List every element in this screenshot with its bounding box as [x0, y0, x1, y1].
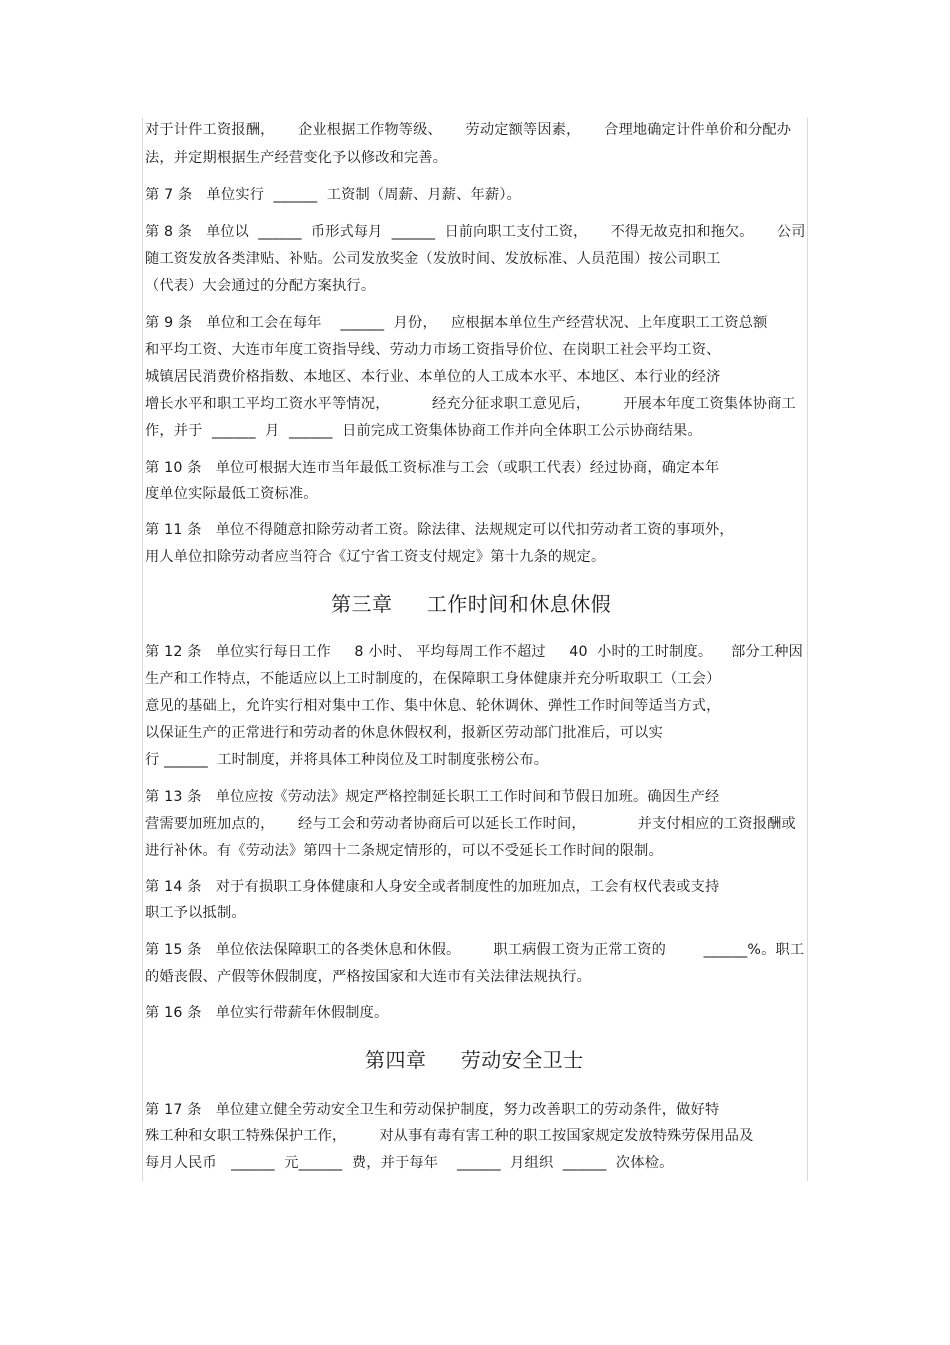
article-13: 第 13 条 单位应按《劳动法》规定严格控制延长职工工作时间和节假日加班。确因生产经: [145, 789, 720, 805]
article-14: 第 14 条 对于有损职工身体健康和人身安全或者制度性的加班加点，工会有权代表或支持: [145, 879, 720, 895]
text-line: 法，并定期根据生产经营变化予以修改和完善。: [145, 150, 448, 166]
text-line: 意见的基础上，允许实行相对集中工作、集中休息、轮休调休、弹性工作时间等适当方式，: [145, 698, 721, 714]
chapter-4-title: 第四章 劳动安全卫士: [365, 1048, 584, 1072]
text-line: 城镇居民消费价格指数、本地区、本行业、本单位的人工成本水平、本地区、本行业的经济: [145, 369, 721, 385]
text-line: （代表）大会通过的分配方案执行。: [145, 278, 376, 294]
text-line: 进行补休。有《劳动法》第四十二条规定情形的，可以不受延长工作时间的限制。: [145, 843, 663, 859]
text-line: 行 ______ 工时制度，并将具体工种岗位及工时制度张榜公布。: [145, 752, 549, 768]
text-line: 用人单位扣除劳动者应当符合《辽宁省工资支付规定》第十九条的规定。: [145, 549, 606, 565]
text-line: 营需要加班加点的， 经与工会和劳动者协商后可以延长工作时间， 并支付相应的工资报酬或: [145, 816, 796, 832]
article-10: 第 10 条 单位可根据大连市当年最低工资标准与工会（或职工代表）经过协商，确定本年: [145, 460, 720, 476]
text-line: 生产和工作特点，不能适应以上工时制度的，在保障职工身体健康并充分听取职工（工会）: [145, 671, 721, 687]
article-16: 第 16 条 单位实行带薪年休假制度。: [145, 1005, 389, 1021]
article-11: 第 11 条 单位不得随意扣除劳动者工资。除法律、法规规定可以代扣劳动者工资的事项外，: [145, 522, 734, 538]
text-line: 作，并于 ______ 月 ______ 日前完成工资集体协商工作并向全体职工公示协商结果。: [145, 423, 702, 439]
text-line: 的婚丧假、产假等休假制度，严格按国家和大连市有关法律法规执行。: [145, 969, 592, 985]
text-line: 以保证生产的正常进行和劳动者的休息休假权利，报新区劳动部门批准后，可以实: [145, 725, 663, 741]
text-line: 增长水平和职工平均工资水平等情况， 经充分征求职工意见后， 开展本年度工资集体协商工: [145, 396, 796, 412]
text-line: 殊工种和女职工特殊保护工作， 对从事有毒有害工种的职工按国家规定发放特殊劳保用品及: [145, 1128, 754, 1144]
text-line: 每月人民币 ______ 元______ 费，并于每年 ______ 月组织 ______ 次体检。: [145, 1155, 674, 1171]
article-7: 第 7 条 单位实行 ______ 工资制（周薪、月薪、年薪）。: [145, 187, 522, 203]
text-line: 和平均工资、大连市年度工资指导线、劳动力市场工资指导价位、在岗职工社会平均工资、: [145, 342, 721, 358]
article-8: 第 8 条 单位以 ______ 币形式每月 ______ 日前向职工支付工资， 不得无故克扣和拖欠。 公司: [145, 224, 806, 240]
chapter-3-title: 第三章 工作时间和休息休假: [331, 592, 612, 616]
text-line: 对于计件工资报酬， 企业根据工作物等级、 劳动定额等因素， 合理地确定计件单价和分配办: [145, 122, 792, 138]
article-12: 第 12 条 单位实行每日工作 8 小时、 平均每周工作不超过 40 小时的工时制度。 部分工种因: [145, 644, 804, 660]
article-17: 第 17 条 单位建立健全劳动安全卫生和劳动保护制度，努力改善职工的劳动条件，做好特: [145, 1102, 720, 1118]
text-line: 职工予以抵制。: [145, 905, 246, 921]
article-9: 第 9 条 单位和工会在每年 ______ 月份， 应根据本单位生产经营状况、上年度职工工资总额: [145, 315, 768, 331]
article-15: 第 15 条 单位依法保障职工的各类休息和休假。 职工病假工资为正常工资的 ______%。职工: [145, 942, 805, 958]
text-line: 随工资发放各类津贴、补贴。公司发放奖金（发放时间、发放标准、人员范围）按公司职工: [145, 251, 721, 267]
text-line: 度单位实际最低工资标准。: [145, 486, 318, 502]
